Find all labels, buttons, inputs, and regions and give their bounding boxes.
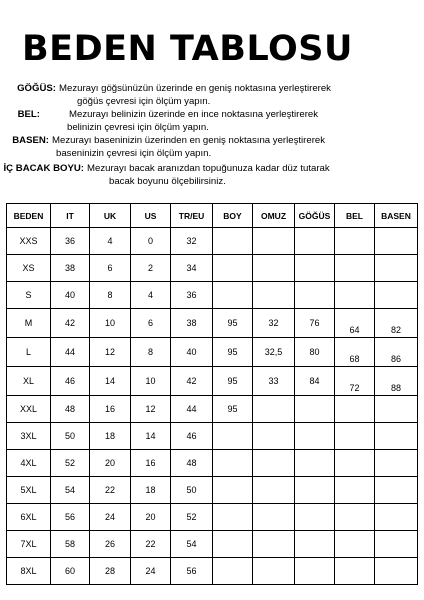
definition-line: göğüs çevresi için ölçüm yapın. <box>77 96 211 108</box>
size-label-cell: XXL <box>7 396 51 423</box>
table-cell: 52 <box>171 504 213 531</box>
definition-line: Mezurayı bacak aranızdan topuğunuza kadar düz tutarak <box>87 162 330 174</box>
table-cell <box>295 396 335 423</box>
table-cell: 44 <box>171 396 213 423</box>
table-cell: 8 <box>90 282 131 309</box>
size-label-cell: XXS <box>7 228 51 255</box>
table-cell <box>213 504 253 531</box>
table-cell <box>375 558 418 585</box>
page-title: BEDEN TABLOSU <box>22 29 353 69</box>
table-row <box>7 255 418 282</box>
definition-line: Mezurayı belinizin üzerinde en ince noktasına yerleştirerek <box>69 109 319 121</box>
table-cell: 6 <box>131 309 171 338</box>
table-row <box>7 531 418 558</box>
definition-term: İÇ BACAK BOYU: <box>3 162 84 174</box>
table-body <box>7 228 418 585</box>
table-cell <box>213 282 253 309</box>
table-cell <box>295 477 335 504</box>
definition-term: GÖĞÜS: <box>17 83 56 94</box>
column-header: BASEN <box>375 204 418 228</box>
table-cell: 16 <box>90 396 131 423</box>
table-cell <box>375 477 418 504</box>
table-cell: 84 <box>295 367 335 396</box>
table-cell <box>295 423 335 450</box>
table-cell: 50 <box>51 423 90 450</box>
table-row <box>7 309 418 338</box>
table-cell: 12 <box>131 396 171 423</box>
table-cell <box>335 282 375 309</box>
table-cell: 48 <box>51 396 90 423</box>
table-cell <box>335 531 375 558</box>
table-cell: 10 <box>90 309 131 338</box>
table-cell <box>253 450 295 477</box>
size-label-cell: 4XL <box>7 450 51 477</box>
table-cell <box>295 558 335 585</box>
table-cell: 32 <box>171 228 213 255</box>
table-row <box>7 228 418 255</box>
table-cell: 42 <box>171 367 213 396</box>
table-cell: 36 <box>51 228 90 255</box>
table-cell <box>335 255 375 282</box>
table-cell: 10 <box>131 367 171 396</box>
table-cell <box>213 255 253 282</box>
table-cell <box>295 282 335 309</box>
table-cell: 22 <box>90 477 131 504</box>
table-cell <box>253 255 295 282</box>
table-cell: 4 <box>131 282 171 309</box>
table-cell: 72 <box>335 367 375 396</box>
table-cell <box>295 504 335 531</box>
table-cell: 16 <box>131 450 171 477</box>
table-cell: 38 <box>51 255 90 282</box>
table-cell: 56 <box>51 504 90 531</box>
size-table-container <box>6 203 417 585</box>
table-cell: 8 <box>131 338 171 367</box>
size-table <box>6 203 418 585</box>
table-cell: 14 <box>131 423 171 450</box>
table-cell: 33 <box>253 367 295 396</box>
table-cell: 12 <box>90 338 131 367</box>
table-cell: 76 <box>295 309 335 338</box>
table-cell: 32,5 <box>253 338 295 367</box>
table-cell <box>253 423 295 450</box>
table-cell: 18 <box>131 477 171 504</box>
table-row <box>7 477 418 504</box>
table-cell: 44 <box>51 338 90 367</box>
size-label-cell: XS <box>7 255 51 282</box>
table-cell: 95 <box>213 309 253 338</box>
table-cell: 50 <box>171 477 213 504</box>
definition-hip <box>0 134 424 160</box>
definition-line: belinizin çevresi için ölçüm yapın. <box>67 122 209 134</box>
table-cell: 22 <box>131 531 171 558</box>
table-cell <box>375 396 418 423</box>
table-cell: 24 <box>90 504 131 531</box>
table-cell: 54 <box>171 531 213 558</box>
column-header: BEL <box>335 204 375 228</box>
table-cell <box>335 504 375 531</box>
table-cell: 4 <box>90 228 131 255</box>
table-cell: 24 <box>131 558 171 585</box>
measurement-instructions <box>0 82 424 188</box>
column-header: US <box>131 204 171 228</box>
table-cell: 88 <box>375 367 418 396</box>
definition-chest <box>0 82 424 108</box>
table-cell <box>335 396 375 423</box>
table-cell: 56 <box>171 558 213 585</box>
column-header: GÖĞÜS <box>295 204 335 228</box>
table-row <box>7 504 418 531</box>
table-row <box>7 558 418 585</box>
column-header: UK <box>90 204 131 228</box>
table-cell: 38 <box>171 309 213 338</box>
table-cell <box>335 450 375 477</box>
table-cell: 40 <box>171 338 213 367</box>
table-cell <box>335 558 375 585</box>
column-header: BOY <box>213 204 253 228</box>
definition-line: Mezurayı göğsünüzün üzerinde en geniş noktasına yerleştirerek <box>59 83 331 94</box>
table-cell <box>253 396 295 423</box>
table-cell: 64 <box>335 309 375 338</box>
table-cell: 36 <box>171 282 213 309</box>
table-cell: 82 <box>375 309 418 338</box>
definition-term: BEL: <box>17 109 40 121</box>
size-label-cell: XL <box>7 367 51 396</box>
table-cell <box>295 255 335 282</box>
table-cell: 80 <box>295 338 335 367</box>
column-header: IT <box>51 204 90 228</box>
table-cell: 60 <box>51 558 90 585</box>
definition-line: baseninizin çevresi için ölçüm yapın. <box>56 148 212 160</box>
table-cell: 54 <box>51 477 90 504</box>
table-cell <box>213 228 253 255</box>
table-cell <box>375 531 418 558</box>
column-header: OMUZ <box>253 204 295 228</box>
size-label-cell: M <box>7 309 51 338</box>
table-cell <box>213 450 253 477</box>
table-cell: 14 <box>90 367 131 396</box>
table-row <box>7 450 418 477</box>
table-cell <box>253 282 295 309</box>
table-cell: 6 <box>90 255 131 282</box>
table-cell: 42 <box>51 309 90 338</box>
table-cell <box>253 228 295 255</box>
definition-waist <box>0 108 424 134</box>
definition-line: bacak boyunu ölçebilirsiniz. <box>109 175 226 187</box>
table-row <box>7 423 418 450</box>
table-cell: 40 <box>51 282 90 309</box>
table-cell <box>335 423 375 450</box>
definition-line: Mezurayı baseninizin üzerinden en geniş noktasına yerleştirerek <box>52 135 326 147</box>
table-header-row <box>7 204 418 228</box>
table-cell <box>213 477 253 504</box>
table-cell: 34 <box>171 255 213 282</box>
table-cell <box>375 228 418 255</box>
table-row <box>7 282 418 309</box>
table-cell: 2 <box>131 255 171 282</box>
table-cell <box>253 477 295 504</box>
table-cell <box>295 228 335 255</box>
table-cell <box>375 450 418 477</box>
size-label-cell: 5XL <box>7 477 51 504</box>
table-cell: 18 <box>90 423 131 450</box>
table-cell <box>213 423 253 450</box>
size-label-cell: 3XL <box>7 423 51 450</box>
column-header: TR/EU <box>171 204 213 228</box>
table-cell: 20 <box>90 450 131 477</box>
table-cell <box>335 477 375 504</box>
table-cell: 26 <box>90 531 131 558</box>
table-cell <box>375 504 418 531</box>
column-header: BEDEN <box>7 204 51 228</box>
definition-term: BASEN: <box>12 135 49 147</box>
size-label-cell: 6XL <box>7 504 51 531</box>
definition-inseam <box>0 162 424 188</box>
table-cell: 95 <box>213 338 253 367</box>
table-cell: 46 <box>171 423 213 450</box>
table-cell: 95 <box>213 396 253 423</box>
table-cell <box>253 504 295 531</box>
table-cell: 28 <box>90 558 131 585</box>
table-cell <box>375 282 418 309</box>
table-cell <box>375 255 418 282</box>
size-label-cell: S <box>7 282 51 309</box>
table-cell <box>253 531 295 558</box>
table-cell: 32 <box>253 309 295 338</box>
table-cell <box>253 558 295 585</box>
table-cell: 46 <box>51 367 90 396</box>
table-cell: 52 <box>51 450 90 477</box>
table-cell <box>295 531 335 558</box>
table-cell: 20 <box>131 504 171 531</box>
table-cell: 58 <box>51 531 90 558</box>
table-cell: 86 <box>375 338 418 367</box>
table-row <box>7 396 418 423</box>
table-row <box>7 367 418 396</box>
size-label-cell: 7XL <box>7 531 51 558</box>
table-row <box>7 338 418 367</box>
size-label-cell: L <box>7 338 51 367</box>
table-cell <box>335 228 375 255</box>
table-cell: 95 <box>213 367 253 396</box>
table-cell: 0 <box>131 228 171 255</box>
table-cell: 48 <box>171 450 213 477</box>
table-cell: 68 <box>335 338 375 367</box>
table-cell <box>375 423 418 450</box>
table-cell <box>213 531 253 558</box>
size-label-cell: 8XL <box>7 558 51 585</box>
table-cell <box>295 450 335 477</box>
table-cell <box>213 558 253 585</box>
